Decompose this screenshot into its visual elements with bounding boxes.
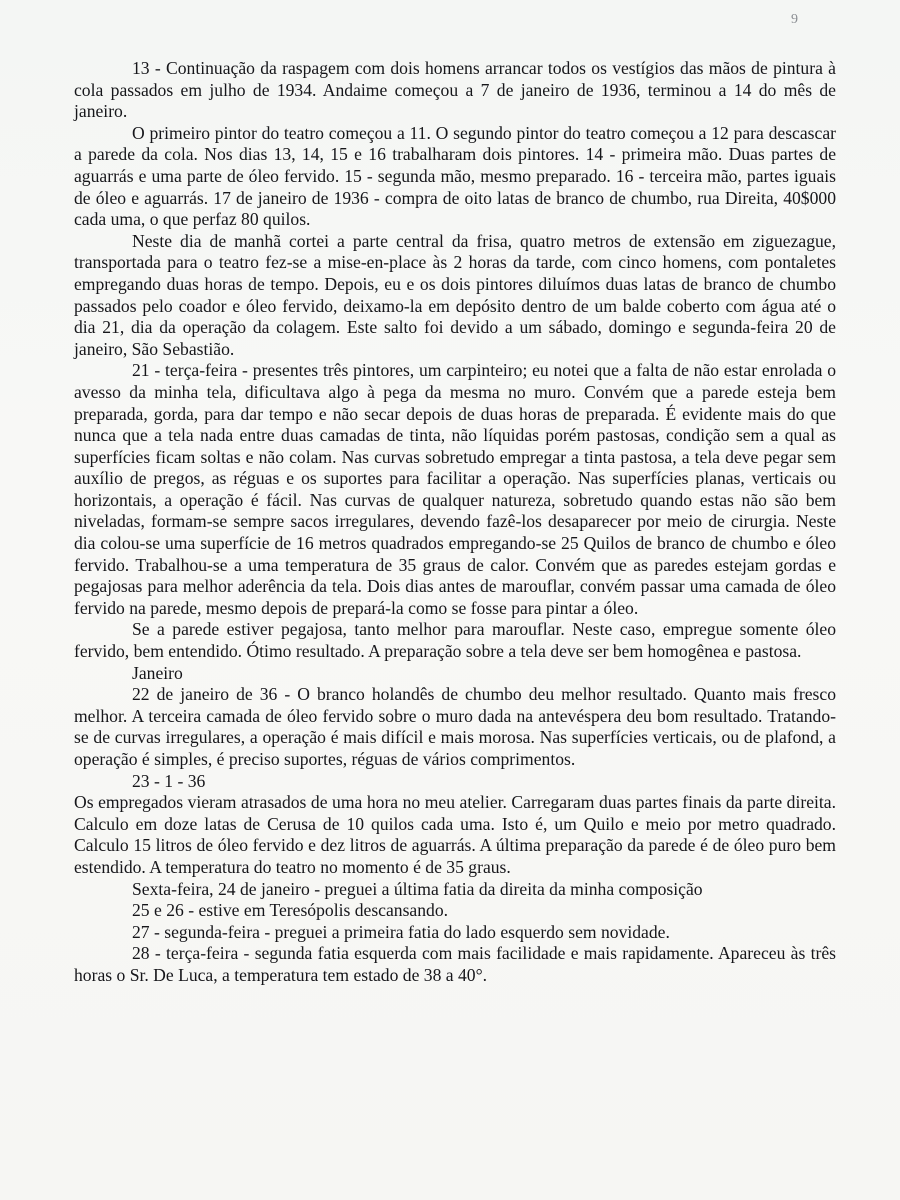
paragraph-frieze: Neste dia de manhã cortei a parte central da frisa, quatro metros de extensão em ziguezague, transportada para o teatro fez-se a mise-en-place às 2 horas da tarde, com cinco homens, com pontaletes empregando duas horas de tempo. Depois, eu e os dois pintores diluímos duas latas de branco de chumbo passados pelo coador e óleo fervido, deixamo-la em depósito dentro de um balde coberto com água até o dia 21, dia da operação da colagem. Este salto foi devido a um sábado, domingo e segunda-feira 20 de janeiro, São Sebastião.	[74, 230, 836, 359]
paragraph-pegajosa: Se a parede estiver pegajosa, tanto melhor para marouflar. Neste caso, empregue somente óleo fervido, bem entendido. Ótimo resultado. A preparação sobre a tela deve ser bem homogênea e pastosa.	[74, 619, 836, 662]
entry-27: 27 - segunda-feira - preguei a primeira fatia do lado esquerdo sem novidade.	[132, 921, 670, 942]
paragraph-21: 21 - terça-feira - presentes três pintores, um carpinteiro; eu notei que a falta de não estar enrolada o avesso da minha tela, dificultava algo à pega da mesma no muro. Convém que a parede esteja bem preparada, gorda, para dar tempo e não secar depois de duas horas de preparada. É evidente mais do que nunca que a tela nada entre duas camadas de tinta, não líquidas porém pastosas, condição sem a qual as superfícies ficam soltas e não colam. Nas curvas sobretudo empregar a tinta pastosa, a tela deve pegar sem auxílio de pregos, as réguas e os suportes para facilitar a operação. Nas superfícies planas, verticais ou horizontais, a operação é fácil. Nas curvas de qualquer natureza, sobretudo quando estas não são bem niveladas, formam-se sempre sacos irregulares, devendo fazê-los desaparecer por meio de cirurgia. Neste dia colou-se uma superfície de 16 metros quadrados empregando-se 25 Quilos de branco de chumbo e óleo fervido. Trabalhou-se a uma temperatura de 35 graus de calor. Convém que as paredes estejam gordas e pegajosas para melhor aderência da tela. Dois dias antes de marouflar, convém passar uma camada de óleo fervido na parede, mesmo depois de prepará-la como se fosse para pintar a óleo.	[74, 360, 836, 618]
paragraph-23: Os empregados vieram atrasados de uma hora no meu atelier. Carregaram duas partes finais da parte direita. Calculo em doze latas de Cerusa de 10 quilos cada uma. Isto é, um Quilo e meio por metro quadrado. Calculo 15 litros de óleo fervido e dez litros de aguarrás. A última preparação da parede é de óleo puro bem estendido. A temperatura do teatro no momento é de 35 graus.	[74, 792, 836, 877]
paragraph-13: 13 - Continuação da raspagem com dois homens arrancar todos os vestígios das mãos de pintura à cola passados em julho de 1934. Andaime começou a 7 de janeiro de 1936, terminou a 14 do mês de janeiro.	[74, 58, 836, 122]
month-heading: Janeiro	[132, 662, 183, 683]
paragraph-22: 22 de janeiro de 36 - O branco holandês de chumbo deu melhor resultado. Quanto mais fresco melhor. A terceira camada de óleo fervido sobre o muro dada na antevéspera deu bom resultado. Tratando-se de curvas irregulares, a operação é mais difícil e mais morosa. Nas superfícies verticais, ou de plafond, a operação é simples, é preciso suportes, réguas de vários comprimentos.	[74, 684, 836, 769]
entry-28: 28 - terça-feira - segunda fatia esquerda com mais facilidade e mais rapidamente. Apareceu às três horas o Sr. De Luca, a temperatura tem estado de 38 a 40°.	[74, 943, 836, 985]
page-number: 9	[791, 12, 798, 27]
date-heading-23: 23 - 1 - 36	[132, 770, 206, 791]
entry-24: Sexta-feira, 24 de janeiro - preguei a última fatia da direita da minha composição	[132, 878, 703, 899]
entry-25-26: 25 e 26 - estive em Teresópolis descansando.	[132, 900, 449, 921]
paragraph-painters: O primeiro pintor do teatro começou a 11. O segundo pintor do teatro começou a 12 para descascar a parede da cola. Nos dias 13, 14, 15 e 16 trabalharam dois pintores. 14 - primeira mão. Duas partes de aguarrás e uma parte de óleo fervido. 15 - segunda mão, mesmo preparado. 16 - terceira mão, partes iguais de óleo e aguarrás. 17 de janeiro de 1936 - compra de oito latas de branco de chumbo, rua Direita, 40$000 cada uma, o que perfaz 80 quilos.	[74, 122, 836, 230]
document-body	[74, 58, 836, 987]
